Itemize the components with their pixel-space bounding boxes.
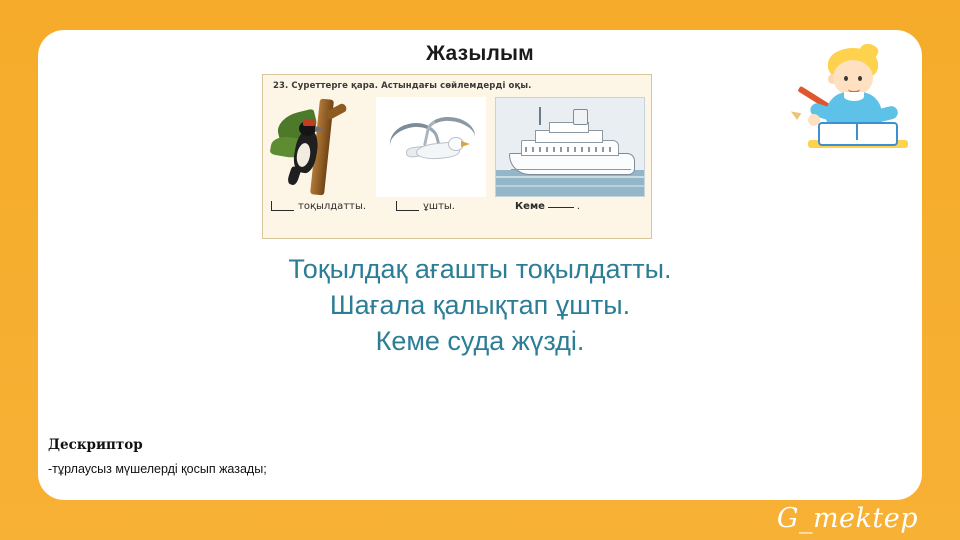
descriptor-title: Дескриптор xyxy=(48,437,143,453)
figure-label-ship-period: . xyxy=(576,201,581,212)
figure-label-woodpecker-text: тоқылдатты. xyxy=(298,201,367,212)
figure-labels xyxy=(271,201,645,227)
boy-reading-illustration xyxy=(800,44,916,156)
blank-line-icon xyxy=(271,201,294,211)
watermark: G_mektep xyxy=(776,503,918,534)
figure-label-ship-word: Кеме xyxy=(515,201,545,212)
blank-line-icon xyxy=(396,201,419,211)
figure-label-woodpecker xyxy=(271,201,381,212)
blank-line-icon xyxy=(548,205,574,208)
content-card xyxy=(38,30,922,500)
descriptor-item: -тұрлаусыз мүшелерді қосып жазады; xyxy=(48,462,267,476)
page-title: Жазылым xyxy=(426,42,534,65)
figure-label-ship xyxy=(515,201,645,212)
woodpecker-illustration xyxy=(271,97,367,197)
answer-line-3: Кеме суда жүзді. xyxy=(375,325,585,356)
figure-panels xyxy=(271,97,645,197)
figure-caption: 23. Суреттерге қара. Астындағы сөйлемдерді оқы. xyxy=(273,81,532,91)
figure-label-seagull-text: ұшты. xyxy=(423,201,455,212)
descriptor-block xyxy=(48,437,648,476)
ship-illustration xyxy=(495,97,645,197)
textbook-figure xyxy=(262,74,652,239)
figure-label-seagull xyxy=(396,201,500,212)
answer-line-1: Тоқылдақ ағашты тоқылдатты. xyxy=(288,254,672,284)
answer-sentences xyxy=(38,252,922,360)
seagull-illustration xyxy=(376,97,486,197)
answer-line-2: Шағала қалықтап ұшты. xyxy=(329,289,631,320)
